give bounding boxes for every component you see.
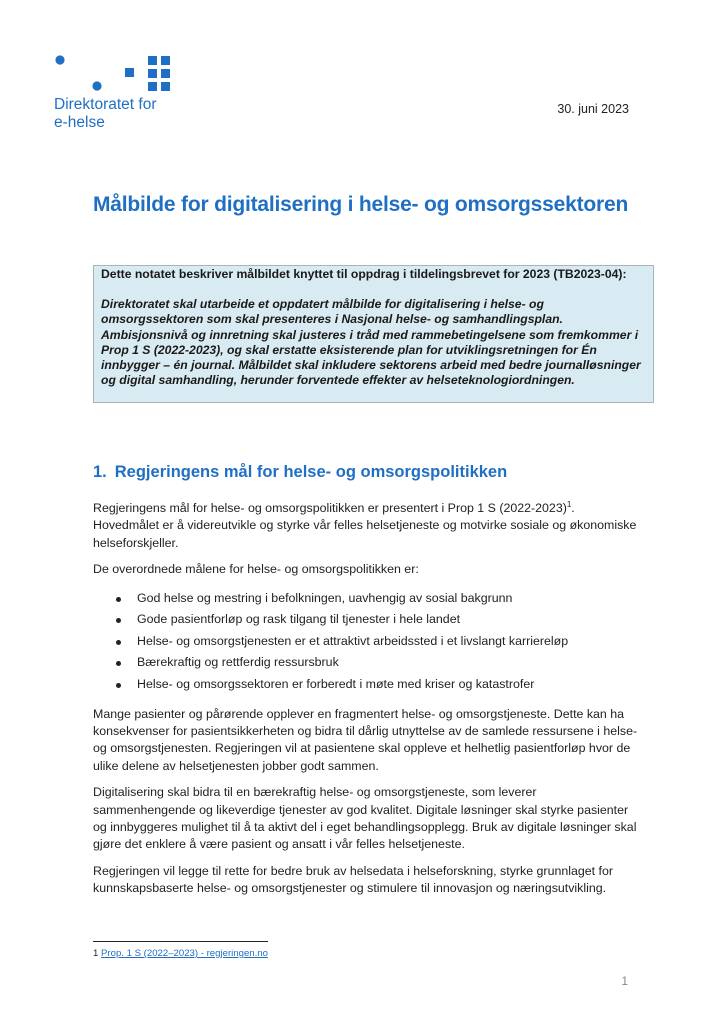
footnote-divider xyxy=(93,941,268,942)
footnote-marker: 1 xyxy=(93,948,99,959)
logo-line-1: Direktoratet for xyxy=(54,96,157,113)
paragraph-2: De overordnede målene for helse- og omsorgspolitikken er: xyxy=(93,562,419,577)
list-item: God helse og mestring i befolkningen, uavhengig av sosial bakgrunn xyxy=(93,588,638,610)
paragraph-3: Mange pasienter og pårørende opplever en fragmentert helse- og omsorgstjeneste. Dette kan ha konsekvenser for pasientsikkerheten og bidra til dårlig utnyttelse av de samlede ressursene i helse- og omsorgstjenesten. Regjeringen vil at pasientene skal oppleve et helhetlig pasientforløp hvor de ulike delene av helsetjenesten jobber godt sammen. xyxy=(93,706,638,773)
logo-dots-icon xyxy=(54,54,174,92)
footnote-link[interactable]: Prop. 1 S (2022–2023) - regjeringen.no xyxy=(101,948,268,959)
section-heading xyxy=(93,463,507,482)
section-body xyxy=(93,500,638,907)
assignment-box xyxy=(93,265,654,403)
assignment-intro: Dette notatet beskriver målbildet knyttet til oppdrag i tildelingsbrevet for 2023 (TB2023-04): xyxy=(101,267,627,281)
paragraph-5: Regjeringen vil legge til rette for bedre bruk av helsedata i helseforskning, styrke grunnlaget for kunnskapsbaserte helse- og omsorgstjenester og stimulere til innovasjon og næringsutvikling. xyxy=(93,863,614,896)
logo-line-2: e-helse xyxy=(54,114,105,131)
logo xyxy=(54,54,184,132)
footnote-reference[interactable]: 1 xyxy=(566,499,572,509)
paragraph-4: Digitalisering skal bidra til en bærekraftig helse- og omsorgstjeneste, som leverer sammenhengende og likeverdige tjenester av god kvalitet. Digitale løsninger skal styrke pasienter og innbyggeres mulighet til å ta aktivt del i eget behandlingsopplegg. Bruk av digitale løsninger skal gjøre det enklere å være pasient og ansatt i vår felles helsetjeneste. xyxy=(93,785,637,852)
logo-text xyxy=(54,96,184,132)
paragraph-1-text: Regjeringens mål for helse- og omsorgspolitikken er presentert i Prop 1 S (2022-2023) xyxy=(93,501,567,515)
list-item: Helse- og omsorgstjenesten er et attraktivt arbeidssted i et livslangt karriereløp xyxy=(93,631,638,653)
list-item: Gode pasientforløp og rask tilgang til tjenester i hele landet xyxy=(93,609,638,631)
paragraph-1-text-end: . Hovedmålet er å videreutvikle og styrke vår felles helsetjeneste og motvirke sosiale og økonomiske helseforskjeller. xyxy=(93,501,637,550)
section-title: Regjeringens mål for helse- og omsorgspolitikken xyxy=(114,463,508,481)
list-item: Helse- og omsorgssektoren er forberedt i møte med kriser og katastrofer xyxy=(93,674,638,696)
section-number: 1. xyxy=(93,463,107,481)
assignment-text: Direktoratet skal utarbeide et oppdatert målbilde for digitalisering i helse- og omsorgssektoren som skal presenteres i Nasjonal helse- og samhandlingsplan. Ambisjonsnivå og innretning skal justeres i tråd med rammebetingelsene som fremkommer i Prop 1 S (2022-2023), og skal erstatte eksisterende plan for utviklingsretningen for Én innbygger – én journal. Målbildet skal inkludere sektorens arbeid med bedre journalløsninger og digital samhandling, herunder forventede effekter av helseteknologiordningen. xyxy=(101,297,641,388)
page-number: 1 xyxy=(621,974,628,988)
goals-list xyxy=(93,588,638,696)
list-item: Bærekraftig og rettferdig ressursbruk xyxy=(93,652,638,674)
document-title: Målbilde for digitalisering i helse- og omsorgssektoren xyxy=(93,193,629,216)
footnote xyxy=(93,948,268,959)
paragraph-1 xyxy=(93,500,638,552)
document-date: 30. juni 2023 xyxy=(557,102,629,116)
